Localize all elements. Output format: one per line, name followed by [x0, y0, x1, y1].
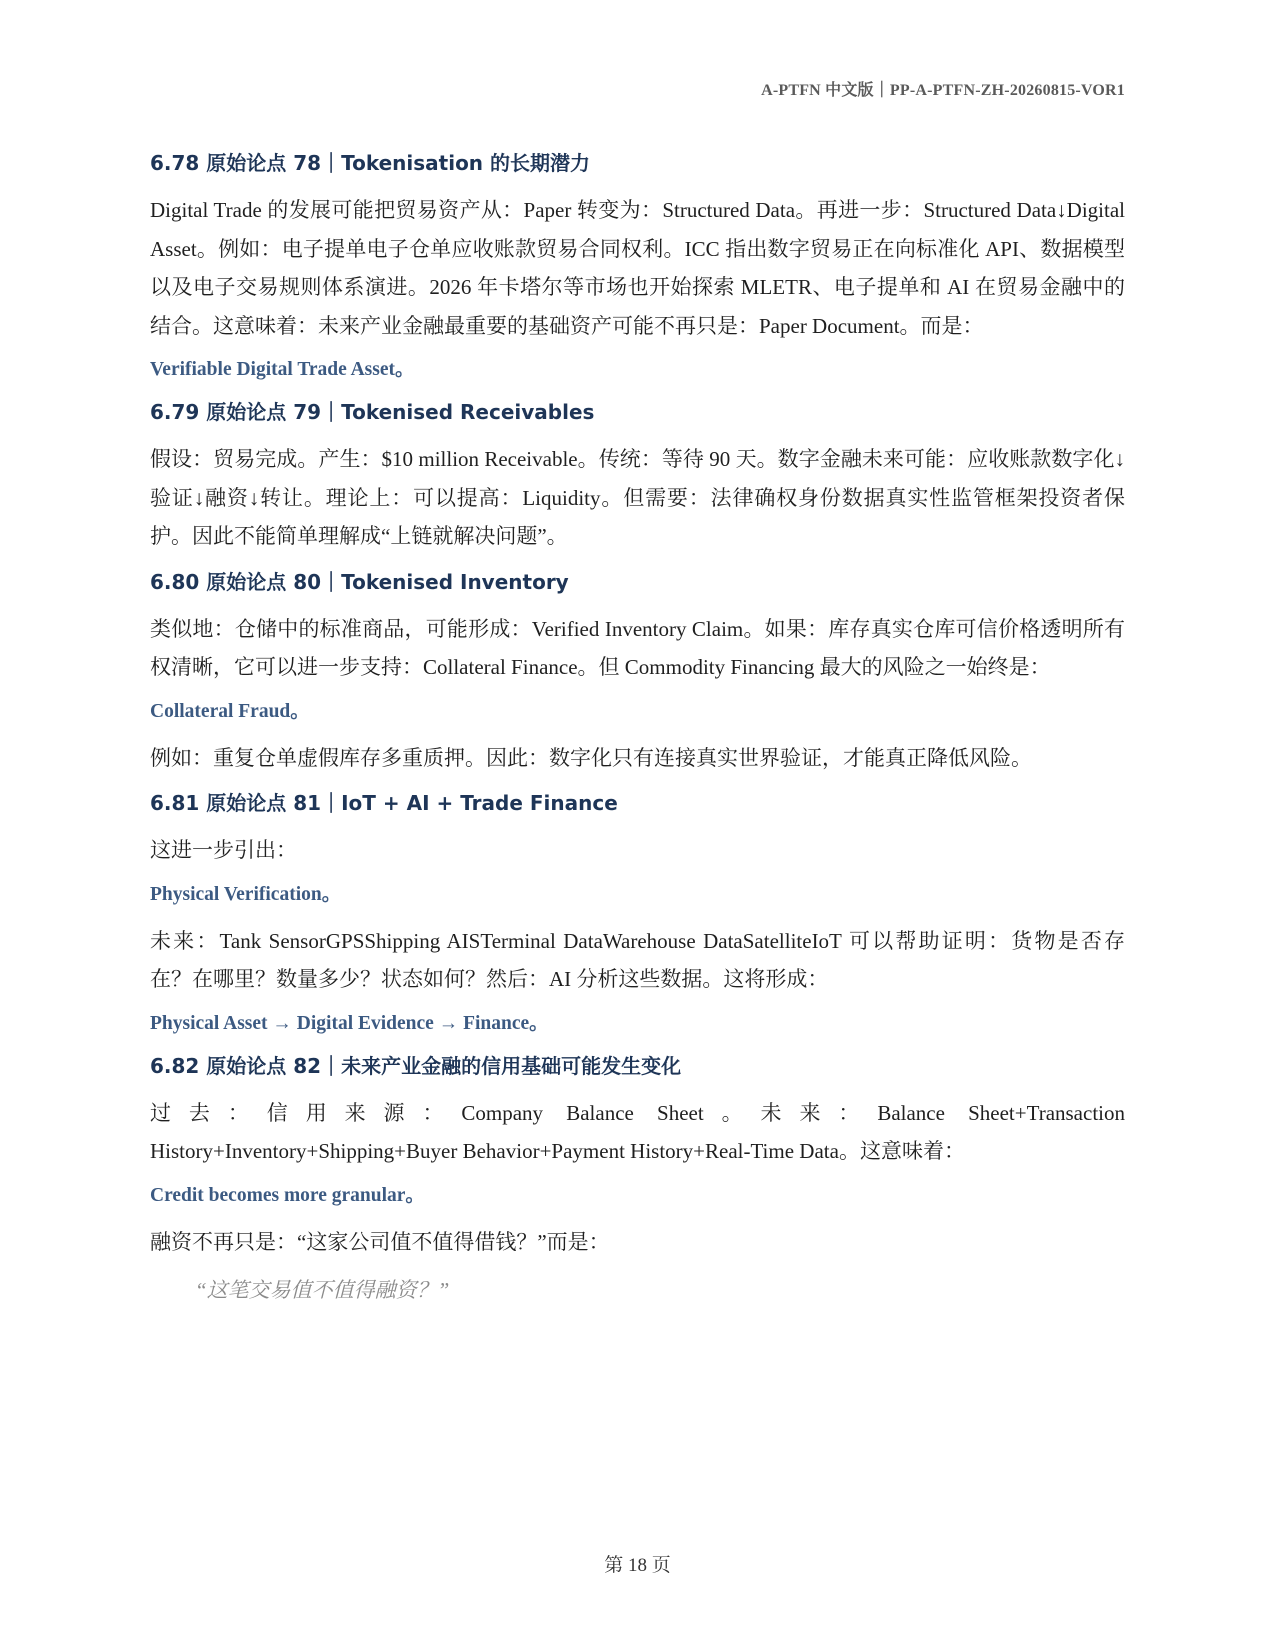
section-6-82-paragraph-2: 融资不再只是：“这家公司值不值得借钱？”而是：	[150, 1229, 610, 1254]
section-6-79-paragraph: 假设：贸易完成。产生：$10 million Receivable。传统：等待 90 天。数字金融未来可能：应收账款数字化↓验证↓融资↓转让。理论上：可以提高：Liquidity。但需要：法律确权身份数据真实性监管框架投资者保护。因此不能简单理解成“上链就解决问题”。	[150, 447, 1125, 548]
section-heading-6-79: 6.79 原始论点 79｜Tokenised Receivables	[150, 400, 595, 424]
section-6-82-key-phrase: Credit becomes more granular。	[150, 1184, 425, 1206]
section-heading-6-78: 6.78 原始论点 78｜Tokenisation 的长期潜力	[150, 151, 591, 175]
section-heading-6-80: 6.80 原始论点 80｜Tokenised Inventory	[150, 569, 569, 594]
main-content	[150, 148, 1125, 1305]
section-6-81-key-phrase-2: Physical Asset → Digital Evidence → Finance。	[150, 1012, 549, 1034]
page-number: 第 18 页	[604, 1555, 671, 1576]
section-6-82-quote: “这笔交易值不值得融资？”	[195, 1278, 450, 1302]
section-6-78-key-phrase: Verifiable Digital Trade Asset。	[150, 359, 415, 380]
document-id-header: A-PTFN 中文版｜PP-A-PTFN-ZH-20260815-VOR1	[761, 82, 1125, 99]
section-6-78-paragraph: Digital Trade 的发展可能把贸易资产从：Paper 转变为：Structured Data。再进一步：Structured Data↓Digital Asset。例如：电子提单电子仓单应收账款贸易合同权利。ICC 指出数字贸易正在向标准化 API、数据模型以及电子交易规则体系演进。2026 年卡塔尔等市场也开始探索 MLETR、电子提单和 AI 在贸易金融中的结合。这意味着：未来产业金融最重要的基础资产可能不再只是：Paper Document。而是：	[150, 198, 1125, 338]
section-6-81-paragraph: 这进一步引出：	[150, 838, 297, 862]
section-6-80-paragraph-2: 例如：重复仓单虚假库存多重质押。因此：数字化只有连接真实世界验证，才能真正降低风险。	[150, 745, 1032, 770]
section-heading-6-81: 6.81 原始论点 81｜IoT + AI + Trade Finance	[150, 791, 618, 815]
section-6-81-key-phrase: Physical Verification。	[150, 883, 342, 905]
section-6-80-paragraph: 类似地：仓储中的标准商品，可能形成：Verified Inventory Claim。如果：库存真实仓库可信价格透明所有权清晰，它可以进一步支持：Collateral Finance。但 Commodity Financing 最大的风险之一始终是：	[150, 616, 1125, 679]
section-heading-6-82: 6.82 原始论点 82｜未来产业金融的信用基础可能发生变化	[150, 1053, 682, 1078]
section-6-80-key-phrase: Collateral Fraud。	[150, 700, 310, 722]
section-6-81-paragraph-2: 未来：Tank SensorGPSShipping AISTerminal DataWarehouse DataSatelliteIoT 可以帮助证明：货物是否存在？在哪里？数量多少？状态如何？然后：AI 分析这些数据。这将形成：	[150, 928, 1125, 991]
section-6-82-paragraph: 过去：信用来源：Company Balance Sheet。未来：Balance Sheet+Transaction History+Inventory+Shipping+Buyer Behavior+Payment History+Real-Time Data。这意味着：	[150, 1100, 1125, 1163]
